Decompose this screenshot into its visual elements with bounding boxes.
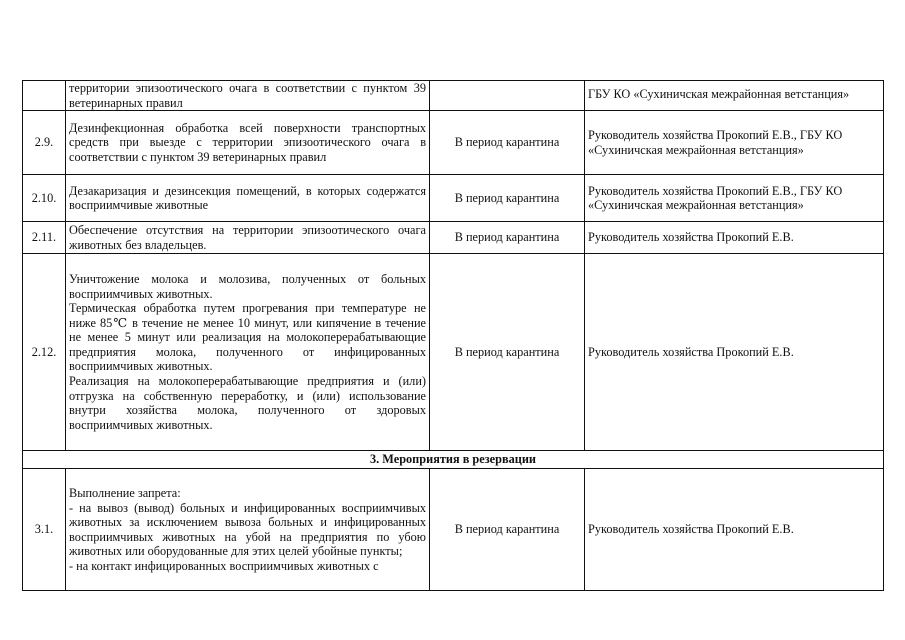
section-title: 3. Мероприятия в резервации <box>23 451 884 469</box>
table-row <box>23 175 884 222</box>
table-row <box>23 469 884 591</box>
row-number: 2.10. <box>23 175 66 222</box>
row-number: 3.1. <box>23 469 66 591</box>
section-row <box>23 451 884 469</box>
action-cell <box>66 222 430 254</box>
term-cell <box>430 81 585 111</box>
action-cell <box>66 469 430 591</box>
action-paragraph: Реализация на молокоперерабатывающие предприятия и (или) отгрузка на собственную переработку, и (или) использование внутри хозяйства молока, полученного от здоровых восприимчивых животных. <box>69 374 426 432</box>
responsible-cell: Руководитель хозяйства Прокопий Е.В. <box>585 222 884 254</box>
action-text: Дезакаризация и дезинсекция помещений, в которых содержатся восприимчивые животные <box>69 183 426 213</box>
responsible-cell: Руководитель хозяйства Прокопий Е.В. <box>585 254 884 451</box>
action-text: территории эпизоотического очага в соответствии с пунктом 39 ветеринарных правил <box>69 81 426 110</box>
table-row <box>23 111 884 175</box>
action-paragraph: Уничтожение молока и молозива, полученных от больных восприимчивых животных. <box>69 271 426 301</box>
term-cell: В период карантина <box>430 222 585 254</box>
action-paragraph: Термическая обработка путем прогревания при температуре не ниже 85℃ в течение не менее 10 минут, или кипячение в течение не менее 5 минут или реализация на молокоперерабатывающие предприятия молока, полученного от инфицированных восприимчивых животных. <box>69 301 426 374</box>
action-paragraph: - на вывоз (вывод) больных и инфицированных восприимчивых животных за исключением вывоза больных и инфицированных восприимчивых животных на убой на предприятия по убою животных или оборудованные для этих целей убойные пункты; <box>69 500 426 559</box>
action-cell <box>66 111 430 175</box>
term-cell: В период карантина <box>430 469 585 591</box>
term-cell: В период карантина <box>430 111 585 175</box>
table-row <box>23 254 884 451</box>
action-text: Дезинфекционная обработка всей поверхности транспортных средств при выезде с территории эпизоотического очага в соответствии с пунктом 39 ветеринарных правил <box>69 120 426 164</box>
row-number: 2.12. <box>23 254 66 451</box>
row-number: 2.11. <box>23 222 66 254</box>
row-number <box>23 81 66 111</box>
term-cell: В период карантина <box>430 175 585 222</box>
responsible-cell: Руководитель хозяйства Прокопий Е.В., ГБУ КО «Сухиничская межрайонная ветстанция» <box>585 175 884 222</box>
row-number: 2.9. <box>23 111 66 175</box>
term-cell: В период карантина <box>430 254 585 451</box>
responsible-cell: Руководитель хозяйства Прокопий Е.В., ГБУ КО «Сухиничская межрайонная ветстанция» <box>585 111 884 175</box>
action-cell <box>66 254 430 451</box>
table-row <box>23 222 884 254</box>
responsible-cell: ГБУ КО «Сухиничская межрайонная ветстанция» <box>585 81 884 111</box>
action-cell <box>66 81 430 111</box>
table-row <box>23 81 884 111</box>
action-paragraph: - на контакт инфицированных восприимчивых животных с <box>69 558 379 573</box>
action-cell <box>66 175 430 222</box>
measures-table <box>22 80 884 591</box>
action-paragraph: Выполнение запрета: <box>69 485 181 500</box>
responsible-cell: Руководитель хозяйства Прокопий Е.В. <box>585 469 884 591</box>
action-text: Обеспечение отсутствия на территории эпизоотического очага животных без владельцев. <box>69 223 426 252</box>
